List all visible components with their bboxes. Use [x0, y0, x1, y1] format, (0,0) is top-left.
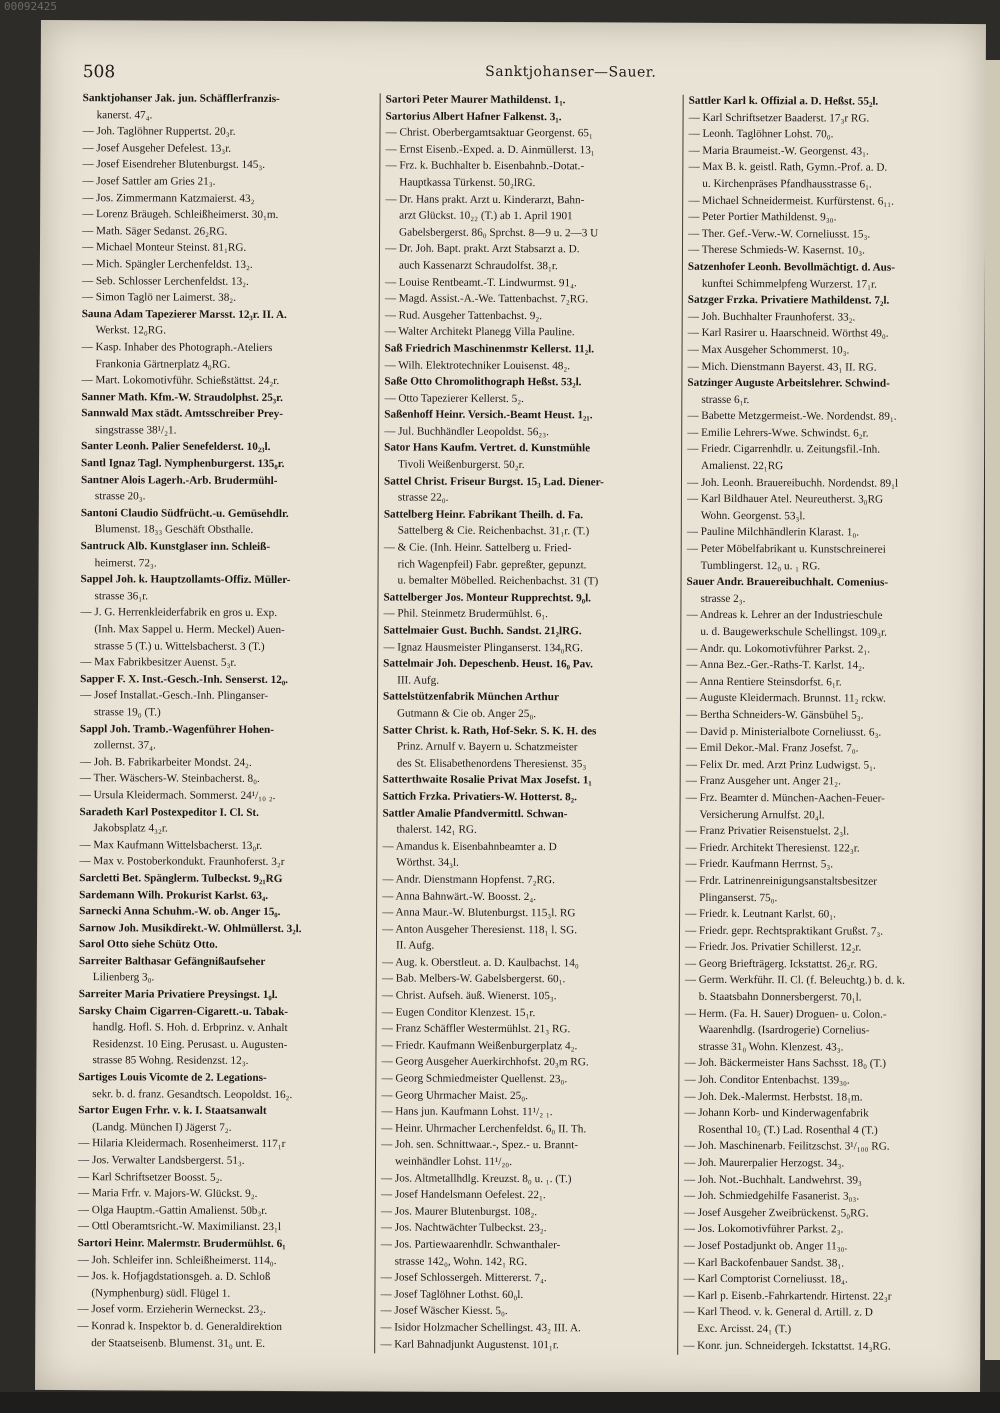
directory-entry: — Herm. (Fa. H. Sauer) Droguen- u. Colon.-	[684, 1007, 887, 1021]
directory-entry-continuation: handlg. Hofl. S. Hoh. d. Erbprinz. v. Anhalt	[92, 1021, 288, 1035]
directory-entry: — Friedr. Jos. Privatier Schillerst. 12₂r.	[684, 941, 862, 954]
directory-entry: — Phil. Steinmetz Brudermühlst. 6₁.	[383, 607, 548, 621]
directory-entry-surname: Sartori Heinr. Malermstr. Brudermühlst. 6₁	[77, 1237, 286, 1250]
directory-entry: — Frdr. Latrinenreinigungsanstaltsbesitzer	[685, 874, 877, 888]
directory-entry: — Karl p. Eisenb.-Fahrkartendr. Hirtenst. 22₃r	[683, 1289, 892, 1303]
directory-entry-surname: Sappl Joh. Tramb.-Wagenführer Hohen-	[79, 722, 274, 736]
directory-entry: — Christ. Oberbergamtsaktuar Georgenst. 65₁	[385, 126, 593, 140]
directory-entry: — Josef Wäscher Kiesst. 5₀.	[380, 1304, 508, 1318]
directory-entry-surname: Sardemann Wilh. Prokurist Karlst. 63₄.	[79, 888, 269, 902]
directory-entry: — Dr. Hans prakt. Arzt u. Kinderarzt, Bahn-	[385, 193, 585, 206]
directory-entry-surname: Saßenhoff Heinr. Versich.-Beamt Heust. 1₂₁.	[384, 408, 593, 422]
directory-entry-surname: Saße Otto Chromolithograph Heßst. 53₂l.	[384, 375, 582, 389]
directory-entry-continuation: (Inh. Max Sappel u. Herm. Meckel) Auen-	[94, 623, 285, 637]
directory-entry: — Max Ausgeher Schommerst. 10₃.	[687, 343, 850, 357]
directory-entry: — Eugen Conditor Klenzest. 15₁r.	[381, 1006, 536, 1019]
directory-entry: — Ottl Oberamtsricht.-W. Maximilianst. 23₁l	[77, 1220, 282, 1234]
directory-entry-surname: Satterthwaite Rosalie Privat Max Josefst. 1₁	[382, 773, 592, 787]
directory-entry: — Anna Bez.-Ger.-Raths-T. Karlst. 14₂.	[686, 658, 865, 672]
directory-entry-surname: Sattelberger Jos. Monteur Rupprechtst. 9₀l.	[383, 591, 592, 605]
directory-entry-surname: Sattler Karl k. Offizial a. D. Heßst. 55₂l.	[688, 94, 879, 108]
directory-entry-continuation: heimerst. 72₃.	[94, 556, 157, 570]
directory-entry-continuation: des St. Elisabethenordens Theresienst. 35₃	[396, 757, 587, 771]
directory-entry-continuation: Versicherung Arnulfst. 20₄l.	[699, 808, 825, 821]
directory-entry: — Frz. k. Buchhalter b. Eisenbahnb.-Dotat.-	[385, 159, 585, 173]
directory-entry-surname: Santoni Claudio Südfrücht.-u. Gemüsehdlr.	[80, 506, 289, 520]
directory-entry-surname: Satzenhofer Leonh. Bevollmächtigt. d. Aus-	[687, 260, 896, 274]
directory-entry-continuation: Frankonia Gärtnerplatz 4₀RG.	[95, 357, 231, 371]
directory-entry-continuation: Hauptkassa Türkenst. 50₂lRG.	[399, 176, 536, 190]
directory-entry-continuation: der Staatseisenb. Blumenst. 31₀ unt. E.	[91, 1336, 266, 1350]
directory-entry: — Mich. Spängler Lerchenfeldst. 13₂.	[81, 258, 253, 271]
directory-entry: — Max Kaufmann Wittelsbacherst. 13₀r.	[79, 838, 263, 852]
directory-entry: — Pauline Milchhändlerin Klarast. 1₀.	[686, 526, 860, 539]
directory-entry: — David p. Ministerialbote Corneliusst. 6₃.	[685, 725, 882, 739]
directory-entry: — Heinr. Uhrmacher Lerchenfeldst. 6₀ II. Th.	[381, 1122, 587, 1136]
directory-entry-surname: Sannwald Max städt. Amtsschreiber Prey-	[81, 407, 283, 421]
directory-entry: — Joh. Schmiedgehilfe Fasanerist. 3₀₃.	[683, 1189, 860, 1203]
directory-entry-surname: Sappel Joh. k. Hauptzollamts-Offiz. Müller-	[80, 573, 291, 587]
directory-entry: — Louise Rentbeamt.-T. Lindwurmst. 91₄.	[384, 275, 577, 289]
directory-entry-surname: Sartorius Albert Hafner Falkenst. 3₁.	[385, 110, 562, 123]
directory-entry-continuation: Waarenhdlg. (Isardrogerie) Cornelius-	[698, 1024, 870, 1037]
directory-entry-continuation: strasse 5 (T.) u. Wittelsbacherst. 3 (T.)	[94, 639, 265, 653]
directory-entry: — Isidor Holzmacher Schellingst. 43₂ III. A.	[380, 1321, 581, 1335]
directory-entry: — Rud. Ausgeher Tattenbachst. 9₂.	[384, 309, 543, 322]
page-number: 508	[82, 62, 116, 83]
directory-entry: — Magd. Assist.-A.-We. Tattenbachst. 7₂RG.	[384, 292, 589, 306]
directory-entry: — Karl Theod. v. k. General d. Artill. z. D	[683, 1306, 873, 1319]
directory-entry-surname: Sarsky Chaim Cigarren-Cigarett.-u. Tabak-	[78, 1004, 289, 1018]
directory-entry: — Dr. Joh. Bapt. prakt. Arzt Stabsarzt a. D.	[384, 242, 580, 256]
directory-entry-continuation: strasse 31₀ Wohn. Klenzest. 43₃.	[698, 1040, 844, 1054]
directory-entry: — Josef Eisendreher Blutenburgst. 145₃.	[82, 158, 266, 172]
directory-entry-continuation: singstrasse 38¹/₂1.	[95, 424, 177, 437]
directory-entry: — Mich. Dienstmann Bayerst. 43₁ II. RG.	[687, 360, 877, 374]
directory-entry-continuation: Wohn. Georgenst. 53₃l.	[700, 509, 806, 523]
directory-entry: — Emilie Lehrers-Wwe. Schwindst. 6₂r.	[687, 426, 869, 440]
directory-entry: — Aug. k. Oberstleut. a. D. Kaulbachst. 14₀	[381, 956, 579, 970]
directory-entry-continuation: Lilienberg 3₀.	[92, 971, 155, 984]
directory-entry: — Peter Portier Mathildenst. 9₃₀.	[688, 210, 837, 224]
directory-entry-continuation: kunftei Schimmelpfeng Wurzerst. 17₁r.	[701, 277, 877, 291]
directory-entry: — Georg Briefträgerg. Ickstattst. 26₂r. RG.	[684, 957, 878, 971]
directory-entry: — Josef Schlossergeh. Mittererst. 7₄.	[380, 1271, 547, 1285]
directory-entry: — Karl Bildhauer Atel. Neureutherst. 3₀RG	[686, 493, 884, 506]
directory-entry-continuation: rich Wagenpfeil) Fabr. gepreßter, gepunzt.	[397, 558, 587, 571]
directory-entry-surname: Sarnecki Anna Schuhm.-W. ob. Anger 15₀.	[79, 905, 281, 919]
directory-entry-continuation: Blumenst. 18₃₃ Geschäft Obsthalle.	[94, 523, 254, 537]
directory-entry: — Anton Ausgeher Theresienst. 118₁ l. SG.	[382, 923, 578, 936]
directory-entry: — Joh. Not.-Buchhalt. Landwehrst. 39₃	[683, 1173, 862, 1187]
directory-entry: — Karl Schriftsetzer Baaderst. 17₃r RG.	[688, 111, 870, 125]
directory-entry: — Maria Braumeist.-W. Georgenst. 43₁.	[688, 144, 869, 158]
directory-entry-continuation: strasse 142₀, Wohn. 142₁ RG.	[394, 1255, 528, 1268]
directory-entry-surname: Santer Leonh. Palier Senefelderst. 10₂₃l.	[81, 440, 271, 454]
directory-entry: — Bertha Schneiders-W. Gänsbühel 5₃.	[685, 708, 864, 722]
directory-entry: — Josef Sattler am Gries 21₃.	[82, 175, 216, 188]
directory-entry-continuation: Jakobsplatz 4₃₂r.	[93, 822, 168, 835]
directory-column-1	[77, 90, 377, 1361]
directory-entry: — Babette Metzgermeist.-We. Nordendst. 89₁.	[687, 410, 897, 423]
directory-entry: — Bab. Melbers-W. Gabelsbergerst. 60₁.	[381, 972, 566, 986]
directory-entry-surname: Sartor Eugen Frhr. v. k. I. Staatsanwalt	[78, 1104, 267, 1118]
directory-column-2	[380, 91, 680, 1362]
directory-entry-surname: Saß Friedrich Maschinenmstr Kellerst. 11₂l.	[384, 342, 595, 356]
directory-entry-continuation: auch Kassenarzt Schraudolfst. 38₁r.	[398, 259, 558, 273]
directory-entry-surname: Sarol Otto siehe Schütz Otto.	[78, 938, 218, 952]
directory-entry: — Jos. k. Hofjagdstationsgeh. a. D. Schloß	[77, 1270, 271, 1284]
directory-entry: — Kasp. Inhaber des Photograph.-Ateliers	[81, 341, 273, 354]
directory-entry-continuation: strasse 85 Wohng. Residenzst. 12₃.	[92, 1054, 249, 1068]
scan-border	[0, 1392, 1000, 1413]
directory-entry: — Joh. B. Fabrikarbeiter Mondst. 24₂.	[79, 755, 252, 769]
directory-entry-surname: Sattelmair Joh. Depeschenb. Heust. 16₀ Pav.	[383, 657, 594, 671]
directory-entry: — J. G. Herrenkleiderfabrik en gros u. Exp.	[80, 606, 278, 620]
directory-entry-continuation: strasse 6₁r.	[701, 393, 750, 406]
directory-entry: — Ignaz Hausmeister Plinganserst. 134₀RG.	[383, 641, 583, 654]
directory-entry: — Jos. Maurer Blutenburgst. 108₂.	[380, 1205, 538, 1218]
directory-entry: — Jos. Nachtwächter Tulbeckst. 23₂.	[380, 1221, 547, 1235]
directory-entry: — Mart. Lokomotivführ. Schießstättst. 24₂r.	[81, 374, 280, 388]
directory-entry-surname: Satzinger Auguste Arbeitslehrer. Schwind-	[687, 376, 890, 390]
adjacent-page-edge	[985, 60, 1000, 1360]
directory-entry-continuation: Amalienst. 22₁RG	[701, 459, 784, 473]
directory-entry: — Georg Uhrmacher Maist. 25₀.	[381, 1089, 528, 1102]
directory-entry: — Joh. sen. Schnittwaar.-, Spez.- u. Brannt-	[381, 1138, 579, 1152]
directory-entry-continuation: u. Kirchenpräses Pfandhausstrasse 6₁.	[702, 177, 872, 191]
directory-entry: — Christ. Aufseh. äuß. Wienerst. 105₃.	[381, 989, 557, 1003]
directory-entry: — Wilh. Elektrotechniker Louisenst. 48₂.	[384, 358, 571, 372]
directory-entry: — Germ. Werkführ. II. Cl. (f. Beleuchtg.) b. d. k.	[684, 974, 905, 988]
directory-entry: — & Cie. (Inh. Heinr. Sattelberg u. Fried-	[383, 541, 572, 555]
directory-entry-continuation: strasse 22₀.	[397, 491, 449, 504]
directory-entry-surname: Sattler Amalie Pfandvermittl. Schwan-	[382, 806, 568, 820]
directory-entry-surname: Sarcletti Bet. Spänglerm. Tulbeckst. 9₂₁RG	[79, 872, 283, 885]
directory-entry-continuation: strasse 19₀ (T.)	[93, 706, 161, 719]
directory-entry-surname: Santruck Alb. Kunstglaser inn. Schleiß-	[80, 540, 271, 553]
directory-entry-surname: Santner Alois Lagerh.-Arb. Brudermühl-	[80, 473, 278, 487]
directory-entry: — Konrad k. Inspektor b. d. Generaldirektion	[77, 1320, 283, 1333]
directory-entry-continuation: Exc. Arcisst. 24₁ (T.)	[697, 1322, 792, 1336]
directory-entry: — Ther. Gef.-Verw.-W. Corneliusst. 15₃.	[688, 227, 871, 241]
directory-entry: — Friedr. gepr. Rechtspraktikant Grußst. 7₃.	[685, 924, 884, 938]
directory-entry: — Andr. qu. Lokomotivführer Parkst. 2₁.	[686, 642, 871, 656]
directory-entry-continuation: Wörthst. 34₃l.	[396, 856, 459, 870]
directory-entry: — Jos. Verwalter Landsbergerst. 51₃.	[77, 1154, 245, 1167]
directory-entry: — Josef Postadjunkt ob. Anger 11₃₀.	[683, 1239, 848, 1253]
directory-entry-continuation: weinhändler Lohst. 11¹/₂₀.	[394, 1155, 513, 1169]
directory-entry: — Karl Rasirer u. Haarschneid. Wörthst 49₀.	[687, 327, 889, 340]
running-head: Sanktjohanser—Sauer.	[485, 63, 657, 81]
directory-entry-continuation: strasse 36₁r.	[94, 589, 149, 603]
directory-entry-surname: Sarnow Joh. Musikdirekt.-W. Ohlmüllerst. 3₂l.	[79, 921, 302, 935]
directory-entry: — Hans jun. Kaufmann Lohst. 11¹/₂ ₁.	[381, 1105, 553, 1119]
directory-entry: — Franz Ausgeher unt. Anger 21₂.	[685, 775, 841, 788]
directory-entry: — Max B. k. geistl. Rath, Gymn.-Prof. a. D.	[688, 161, 888, 175]
directory-entry: — Jos. Zimmermann Katzmaierst. 43₂	[82, 191, 255, 205]
directory-entry: — Auguste Kleidermach. Brunnst. 11₂ rckw.	[686, 692, 886, 706]
directory-entry: — Anna Maur.-W. Blutenburgst. 115₃l. RG	[382, 906, 576, 920]
directory-entry-surname: Sanktjohanser Jak. jun. Schäfflerfranzis-	[82, 92, 280, 105]
directory-entry-surname: Sarreiter Balthasar Gefängnißaufseher	[78, 954, 266, 968]
directory-entry: — Jos. Lokomotivführer Parkst. 2₃.	[683, 1223, 844, 1236]
directory-entry-surname: Sattelmaier Gust. Buchh. Sandst. 21₂lRG.	[383, 624, 582, 638]
directory-entry: — Otto Tapezierer Kellerst. 5₂.	[384, 392, 524, 405]
directory-entry: — Josef Installat.-Gesch.-Inh. Plinganser-	[80, 689, 269, 703]
directory-entry: — Franz Schäffler Westermühlst. 21₃ RG.	[381, 1022, 571, 1036]
directory-entry: — Josef Ausgeher Zweibrückenst. 5₀RG.	[683, 1206, 869, 1220]
directory-entry-continuation: Tumblingerst. 12₀ u. ₁ RG.	[700, 559, 821, 572]
directory-entry: — Joh. Taglöhner Ruppertst. 20₃r.	[82, 125, 236, 138]
directory-entry: — Friedr. k. Leutnant Karlst. 60₁.	[685, 907, 836, 921]
directory-entry-continuation: strasse 20₃.	[94, 490, 146, 503]
directory-entry: — Karl Comptorist Corneliusst. 18₄.	[683, 1272, 848, 1286]
directory-entry-continuation: zollernst. 37₄.	[93, 739, 156, 752]
directory-entry: — Max v. Postoberkondukt. Fraunhoferst. 3₂r	[79, 855, 285, 869]
directory-entry: — Joh. Bäckermeister Hans Sachsst. 18₀ (T.)	[684, 1057, 887, 1071]
directory-entry: — Anna Bahnwärt.-W. Boosst. 2₄.	[382, 889, 537, 903]
directory-entry-surname: Sanner Math. Kfm.-W. Straudolphst. 25₃r.	[81, 390, 283, 404]
directory-entry-continuation: Plinganserst. 75₀.	[699, 891, 778, 904]
directory-entry: — Andreas k. Lehrer an der Industrieschule	[686, 609, 883, 623]
directory-entry: — Math. Säger Sedanst. 26₂RG.	[82, 224, 228, 238]
directory-entry-surname: Sattelstützenfabrik München Arthur	[383, 690, 559, 704]
directory-entry-surname: Saradeth Karl Postexpeditor I. Cl. St.	[79, 805, 259, 819]
directory-entry: — Ther. Wäschers-W. Steinbacherst. 8₀.	[79, 772, 260, 786]
directory-entry-surname: Satzger Frzka. Privatiere Mathildenst. 7₂l.	[687, 293, 890, 307]
directory-entry: — Josef Ausgeher Defelest. 13₃r.	[82, 141, 232, 155]
directory-entry: — Michael Monteur Steinst. 81₁RG.	[81, 241, 247, 255]
directory-entry: — Karl Bahnadjunkt Augustenst. 101₁r.	[380, 1337, 559, 1351]
directory-entry: — Friedr. Cigarrenhdlr. u. Zeitungsfil.-Inh.	[687, 443, 881, 457]
directory-entry-surname: Sattelberg Heinr. Fabrikant Theilh. d. Fa.	[383, 508, 584, 522]
directory-entry: — Karl Schriftsetzer Boosst. 5₂.	[77, 1170, 223, 1184]
directory-entry: — Ursula Kleidermach. Sommerst. 24¹/₁₀ ₂.	[79, 789, 276, 802]
directory-entry: — Friedr. Architekt Theresienst. 122₃r.	[685, 841, 860, 855]
directory-entry: — Jul. Buchhändler Leopoldst. 56₂₃.	[384, 425, 549, 439]
directory-entry-surname: Sauer Andr. Brauereibuchhalt. Comenius-	[686, 575, 889, 589]
directory-entry: — Friedr. Kaufmann Weißenburgerplatz 4₂.	[381, 1039, 578, 1053]
directory-entry-surname: Sator Hans Kaufm. Vertret. d. Kunstmühle	[384, 441, 591, 455]
directory-entry-surname: Sattel Christ. Friseur Burgst. 15₃ Lad. Diener-	[383, 475, 604, 489]
directory-entry: — Joh. Maschinenarb. Feilitzschst. 3¹/₁₀₀ RG.	[684, 1140, 890, 1154]
scan-id: 00092425	[4, 0, 57, 13]
directory-entry: — Joh. Buchhalter Fraunhoferst. 33₂.	[687, 310, 856, 324]
directory-entry: — Maria Frfr. v. Majors-W. Glückst. 9₂.	[77, 1187, 258, 1201]
directory-entry-continuation: (Landg. München I) Jägerst 7₂.	[92, 1120, 232, 1134]
directory-entry: — Josef vorm. Erzieherin Werneckst. 23₂.	[77, 1303, 266, 1317]
directory-entry: — Leonh. Taglöhner Lohst. 70₀.	[688, 127, 834, 141]
directory-column-3	[683, 93, 983, 1364]
directory-entry: — Hilaria Kleidermach. Rosenheimerst. 117₁r	[78, 1137, 286, 1151]
directory-entry: — Lorenz Bräugeh. Schleißheimerst. 30₁m.	[82, 208, 279, 222]
directory-entry: — Konr. jun. Schneidergeh. Ickstattst. 14₃RG.	[683, 1339, 891, 1353]
directory-entry-continuation: sekr. b. d. franz. Gesandtsch. Leopoldst. 16₂.	[92, 1087, 293, 1101]
directory-entry-continuation: strasse 2₃.	[700, 592, 746, 605]
directory-entry-surname: Sattich Frzka. Privatiers-W. Hotterst. 8₂.	[382, 790, 577, 804]
directory-entry-continuation: thalerst. 142₁ RG.	[396, 823, 477, 836]
directory-entry: — Johann Korb- und Kinderwagenfabrik	[684, 1106, 869, 1120]
directory-entry: — Joh. Schleifer inn. Schleißheimerst. 114₀.	[77, 1253, 277, 1267]
directory-entry: — Jos. Altmetallhdlg. Kreuzst. 8₀ u. ₁. (T.)	[380, 1172, 572, 1185]
directory-entry: — Joh. Dek.-Malermst. Herbstst. 18₁m.	[684, 1090, 863, 1104]
directory-entry-continuation: Prinz. Arnulf v. Bayern u. Schatzmeister	[396, 740, 578, 754]
directory-entry-continuation: II. Aufg.	[395, 939, 435, 952]
directory-entry: — Simon Taglö ner Laimerst. 38₂.	[81, 291, 237, 304]
directory-entry-continuation: u. bemalter Möbelled. Reichenbachst. 31 (T)	[397, 574, 599, 588]
directory-entry: — Joh. Leonh. Brauereibuchh. Nordendst. 89₁l	[686, 476, 899, 490]
directory-entry: — Franz Privatier Reisenstuelst. 2₃l.	[685, 824, 850, 838]
directory-entry: — Josef Handelsmann Oefelest. 22₁.	[380, 1188, 546, 1202]
directory-entry: — Jos. Partiewaarenhdlr. Schwanthaler-	[380, 1238, 561, 1252]
directory-entry-continuation: Gutmann & Cie ob. Anger 25₀.	[396, 707, 537, 721]
directory-entry: — Frz. Beamter d. München-Aachen-Feuer-	[685, 791, 885, 805]
directory-entry: — Andr. Dienstmann Hopfenst. 7₂RG.	[382, 873, 555, 887]
directory-entry-continuation: b. Staatsbahn Donnersbergerst. 70₁l.	[698, 990, 862, 1004]
directory-entry: — Joh. Maurerpalier Herzogst. 34₃.	[683, 1156, 845, 1170]
directory-entry-continuation: Sattelberg & Cie. Reichenbachst. 31₁r. (T.)	[397, 524, 590, 538]
directory-entry-continuation: III. Aufg.	[397, 674, 440, 687]
directory-entry-surname: Santl Ignaz Tagl. Nymphenburgerst. 135₀r.	[81, 457, 285, 471]
directory-entry-surname: Sartiges Louis Vicomte de 2. Legations-	[78, 1071, 267, 1084]
directory-entry-surname: Sartori Peter Maurer Mathildenst. 1₁.	[385, 93, 566, 107]
directory-entry: — Olga Hauptm.-Gattin Amalienst. 50b₃r.	[77, 1203, 268, 1217]
directory-entry: — Josef Taglöhner Lothst. 60₀l.	[380, 1288, 524, 1301]
document-page	[35, 20, 986, 1394]
directory-entry-surname: Sarreiter Maria Privatiere Preysingst. 1₀l.	[78, 988, 278, 1002]
directory-entry-continuation: Rosenthal 10₅ (T.) Lad. Rosenthal 4 (T.)	[698, 1123, 878, 1137]
directory-entry-continuation: arzt Glückst. 10₂₂ (T.) ab 1. April 1901	[399, 209, 573, 223]
directory-entry: — Emil Dekor.-Mal. Franz Josefst. 7₀.	[685, 741, 859, 755]
directory-entry: — Ernst Eisenb.-Exped. a. D. Ainmüllerst. 13₁	[385, 143, 595, 157]
directory-entry: — Friedr. Kaufmann Herrnst. 5₃.	[685, 858, 834, 871]
directory-entry-continuation: Residenzst. 10 Eing. Perusast. u. Augusten-	[92, 1038, 288, 1051]
directory-entry: — Georg Schmiedmeister Quellenst. 23₀.	[381, 1072, 568, 1086]
directory-entry-continuation: kanerst. 47₄.	[96, 108, 153, 122]
directory-entry: — Max Fabrikbesitzer Auenst. 5₃r.	[80, 656, 237, 669]
directory-entry: — Walter Architekt Planegg Villa Pauline.	[384, 325, 575, 339]
directory-entry: — Seb. Schlosser Lerchenfeldst. 13₂.	[81, 274, 249, 288]
directory-entry: — Michael Schneidermeist. Kurfürstenst. 6₁₁.	[688, 194, 894, 208]
directory-entry-surname: Sauna Adam Tapezierer Marsst. 12₃r. II. A.	[81, 307, 287, 321]
directory-entry-continuation: Tivoli Weißenburgerst. 50₂r.	[398, 458, 525, 472]
directory-entry-surname: Satter Christ. k. Rath, Hof-Sekr. S. K. H. des	[382, 724, 597, 737]
directory-entry-continuation: Werkst. 12₀RG.	[95, 324, 167, 337]
directory-entry: — Karl Backofenbauer Sandst. 38₁.	[683, 1256, 845, 1270]
directory-entry-surname: Sapper F. X. Inst.-Gesch.-Inh. Senserst. 12₀.	[80, 672, 289, 686]
directory-entry-continuation: Gabelsbergerst. 86₀ Sprchst. 8—9 u. 2—3 U	[399, 226, 599, 240]
directory-entry: — Anna Rentiere Steinsdorfst. 6₁r.	[686, 675, 842, 689]
directory-entry: — Georg Ausgeher Auerkirchhofst. 20₃m RG.	[381, 1055, 589, 1069]
directory-entry-continuation: u. d. Baugewerkschule Schellingst. 109₃r.	[700, 625, 887, 639]
directory-entry: — Therese Schmieds-W. Kasernst. 10₃.	[687, 244, 865, 257]
directory-entry: — Peter Möbelfabrikant u. Kunstschreinerei	[686, 542, 886, 556]
directory-entry: — Amandus k. Eisenbahnbeamter a. D	[382, 840, 557, 853]
directory-entry: — Joh. Conditor Entenbachst. 139₃₀.	[684, 1073, 850, 1087]
directory-entry-continuation: (Nymphenburg) südl. Flügel 1.	[91, 1286, 231, 1300]
directory-entry: — Felix Dr. med. Arzt Prinz Ludwigst. 5₁.	[685, 758, 876, 772]
